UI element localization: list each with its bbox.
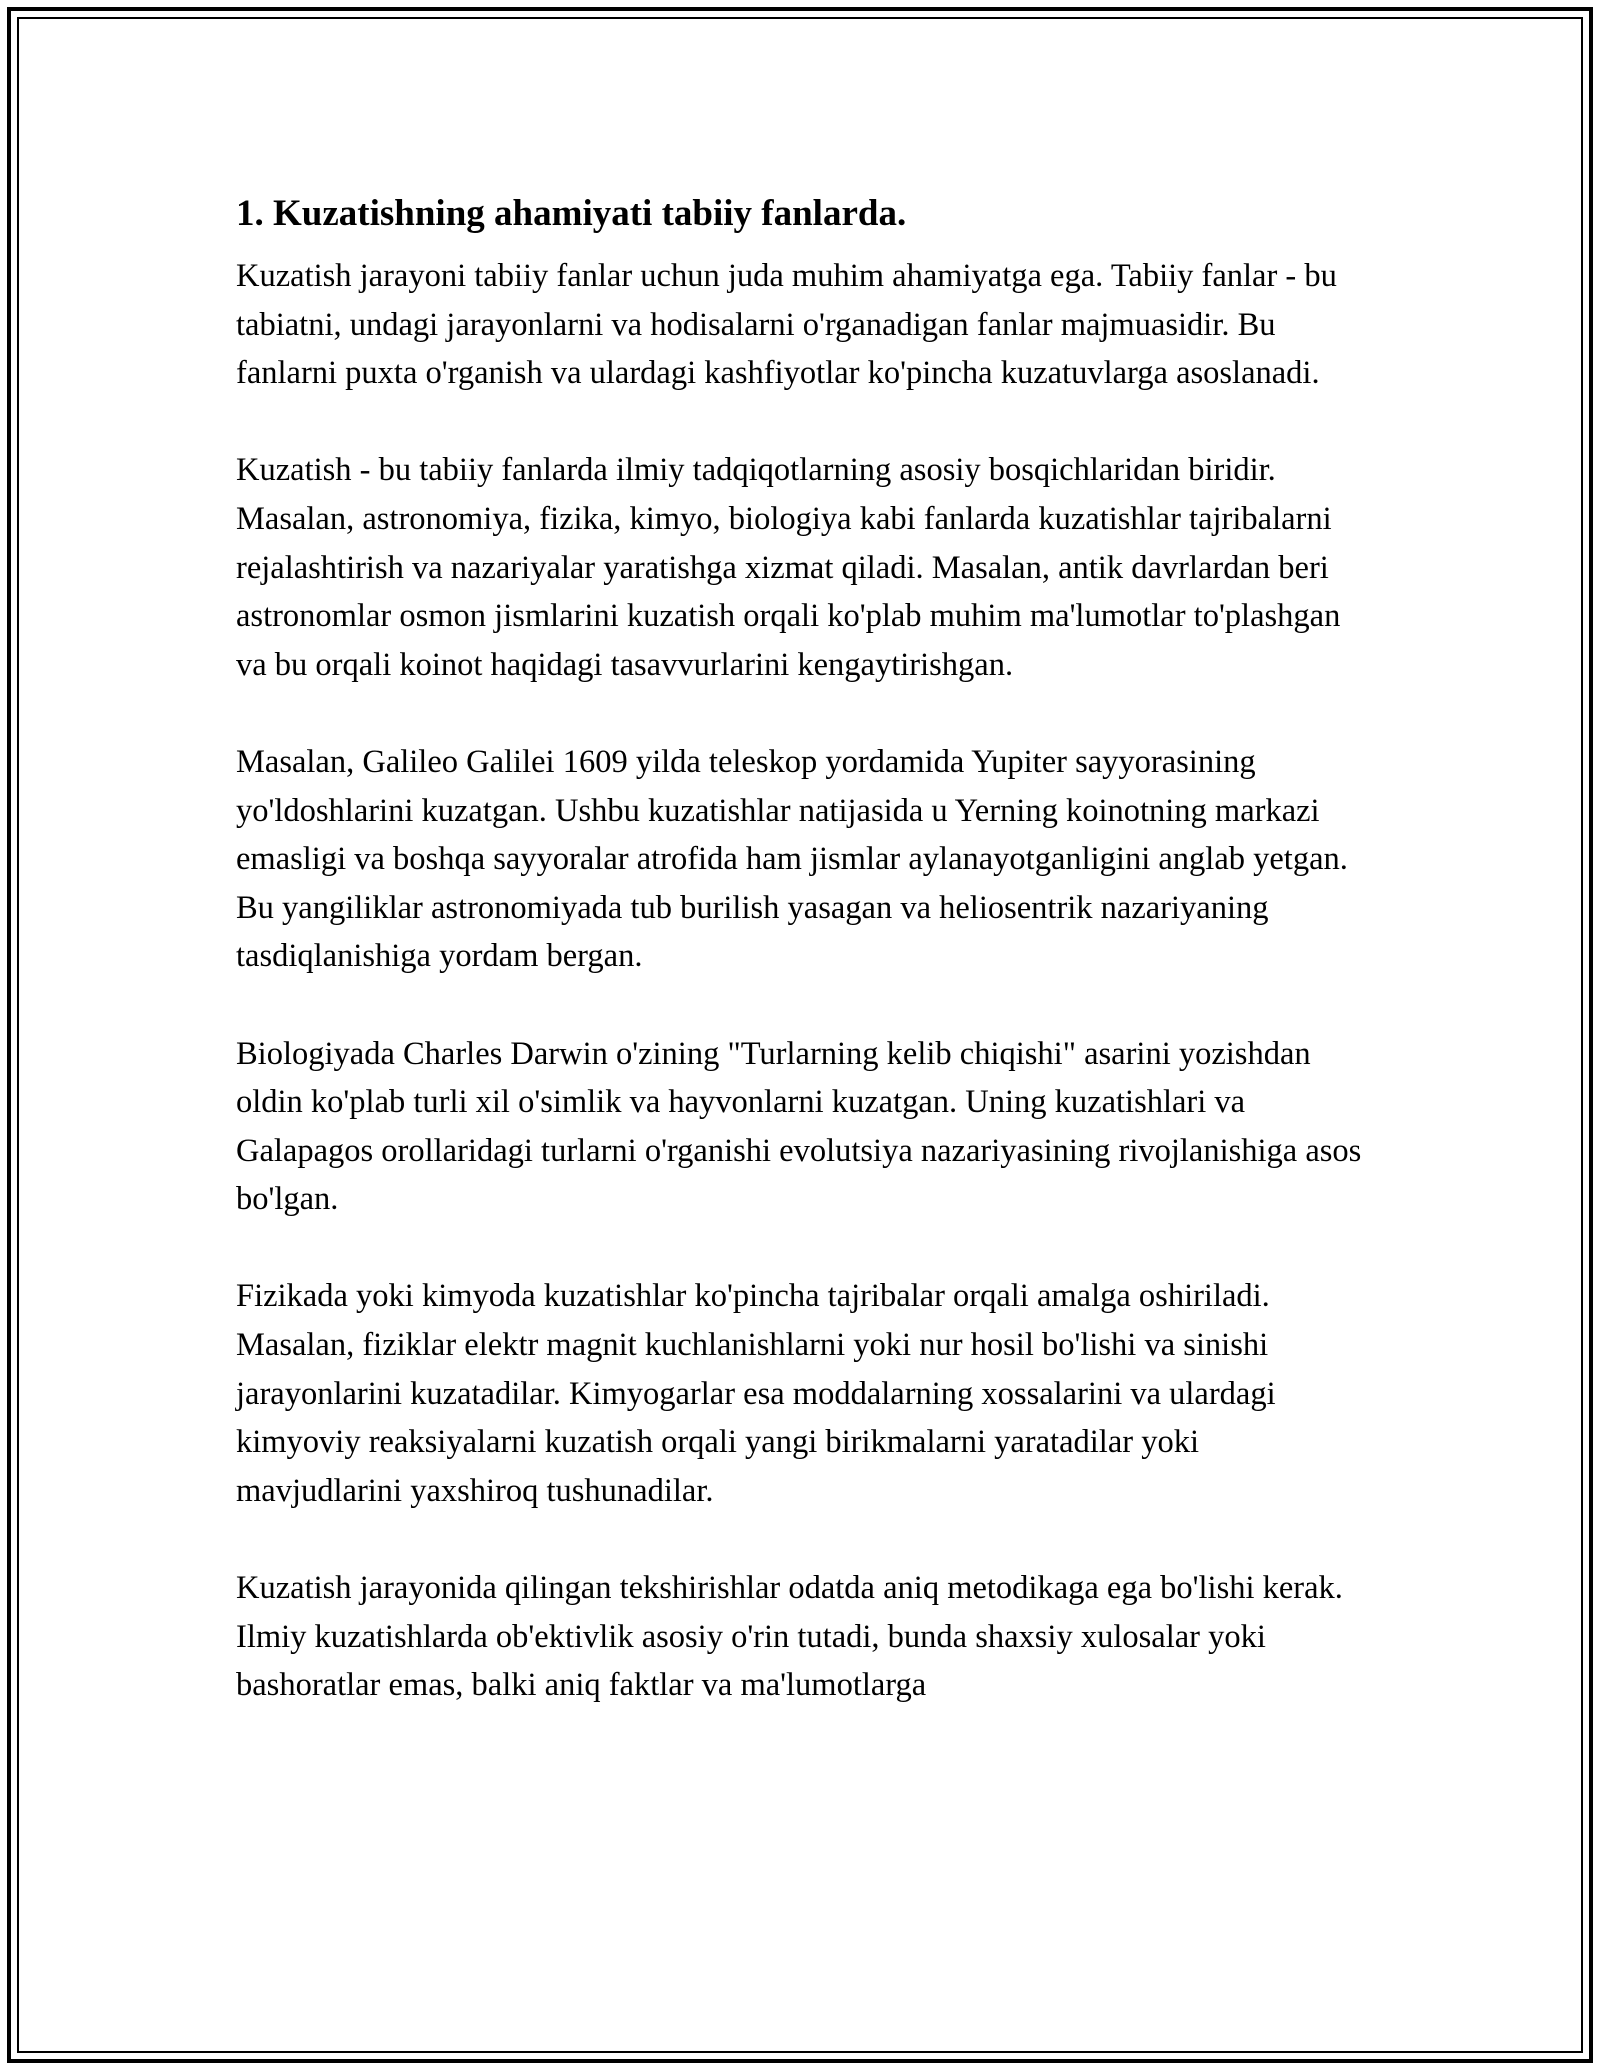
document-body — [236, 188, 1366, 1710]
paragraph-5: Fizikada yoki kimyoda kuzatishlar ko'pincha tajribalar orqali amalga oshiriladi. Masalan, fiziklar elektr magnit kuchlanishlarni yoki nur hosil bo'lishi va sinishi jarayonlarini kuzatadilar. Kimyogarlar esa moddalarning xossalarini va ulardagi kimyoviy reaksiyalarni kuzatish orqali yangi birikmalarni yaratadilar yoki mavjudlarini yaxshiroq tushunadilar. — [236, 1278, 1276, 1509]
paragraph-3: Masalan, Galileo Galilei 1609 yilda teleskop yordamida Yupiter sayyorasining yo'ldoshlarini kuzatgan. Ushbu kuzatishlar natijasida u Yerning koinotning markazi emasligi va boshqa sayyoralar atrofida ham jismlar aylanayotganligini anglab yetgan. Bu yangiliklar astronomiyada tub burilish yasagan va heliosentrik nazariyaning tasdiqlanishiga yordam bergan. — [236, 743, 1348, 975]
paragraph-6: Kuzatish jarayonida qilingan tekshirishlar odatda aniq metodikaga ega bo'lishi kerak. Ilmiy kuzatishlarda ob'ektivlik asosiy o'rin tutadi, bunda shaxsiy xulosalar yoki bashoratlar emas, balki aniq faktlar va ma'lumotlarga — [236, 1570, 1343, 1704]
paragraph-2: Kuzatish - bu tabiiy fanlarda ilmiy tadqiqotlarning asosiy bosqichlaridan biridir. Masalan, astronomiya, fizika, kimyo, biologiya kabi fanlarda kuzatishlar tajribalarni rejalashtirish va nazariyalar yaratishga xizmat qiladi. Masalan, antik davrlardan beri astronomlar osmon jismlarini kuzatish orqali ko'plab muhim ma'lumotlar to'plashgan va bu orqali koinot haqidagi tasavvurlarini kengaytirishgan. — [236, 452, 1341, 683]
paragraph-4: Biologiyada Charles Darwin o'zining "Turlarning kelib chiqishi" asarini yozishdan oldin ko'plab turli xil o'simlik va hayvonlarni kuzatgan. Uning kuzatishlari va Galapagos orollaridagi turlarni o'rganishi evolutsiya nazariyasining rivojlanishiga asos bo'lgan. — [236, 1035, 1362, 1218]
paragraph-1: Kuzatish jarayoni tabiiy fanlar uchun juda muhim ahamiyatga ega. Tabiiy fanlar - bu tabiatni, undagi jarayonlarni va hodisalarni o'rganadigan fanlar majmuasidir. Bu fanlarni puxta o'rganish va ulardagi kashfiyotlar ko'pincha kuzatuvlarga asoslanadi. — [236, 258, 1337, 392]
section-title: 1. Kuzatishning ahamiyati tabiiy fanlarda. — [236, 193, 907, 234]
